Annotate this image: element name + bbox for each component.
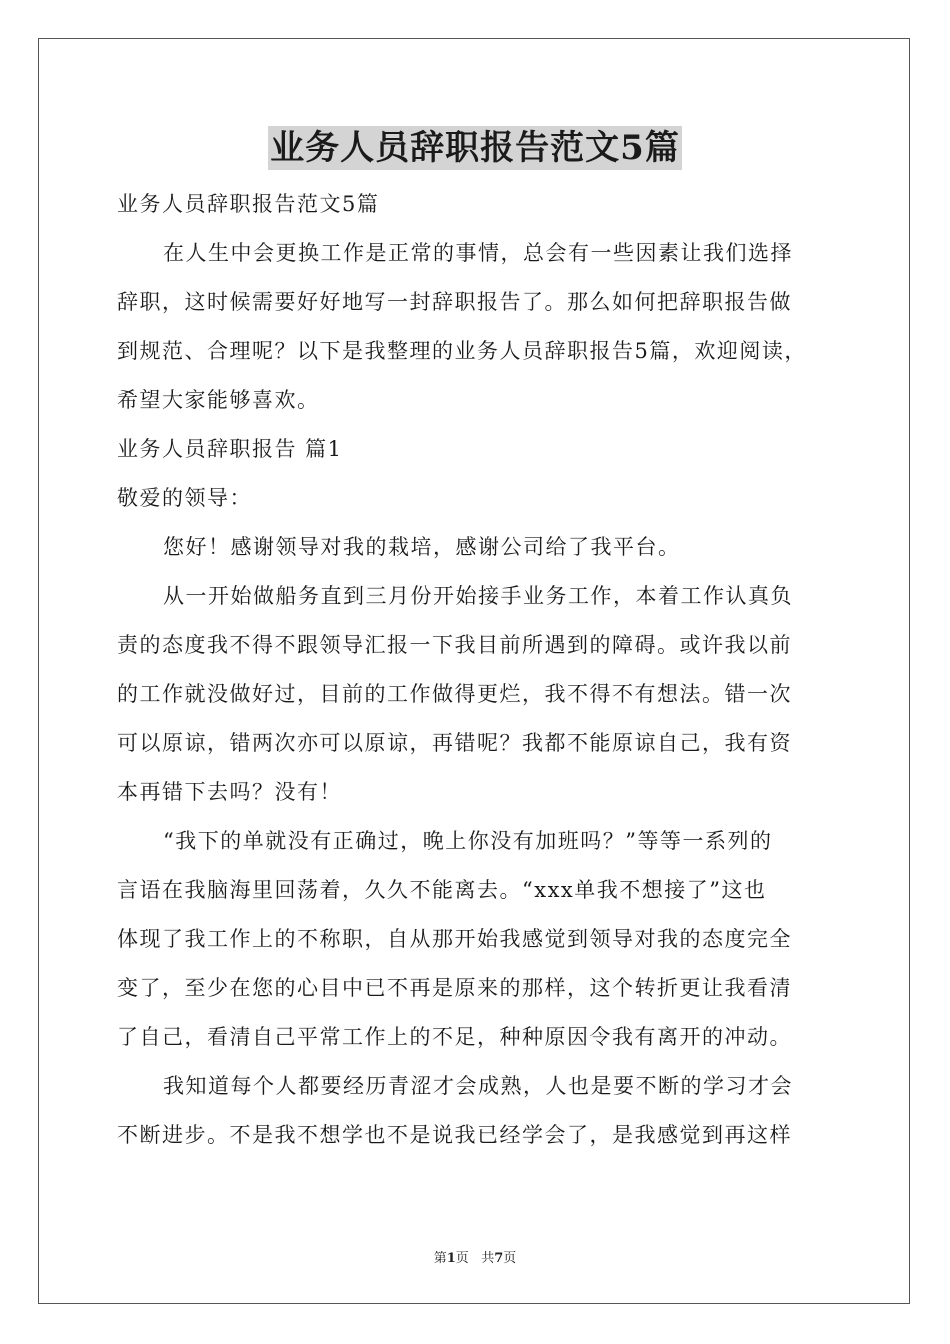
text-line: “我下的单就没有正确过，晚上你没有加班吗？”等等一系列的 [163,829,773,853]
page-footer [0,1247,950,1266]
text-line: 敬爱的领导： [117,486,252,510]
text-line: 我知道每个人都要经历青涩才会成熟，人也是要不断的学习才会 [163,1074,793,1098]
total-label-suffix: 页 [503,1251,517,1266]
text-line: 业务人员辞职报告 篇1 [117,437,343,461]
total-pages: 7 [494,1251,504,1266]
page-label-prefix: 第 [433,1251,447,1266]
text-line: 变了，至少在您的心目中已不再是原来的那样，这个转折更让我看清 [117,976,792,1000]
text-line: 在人生中会更换工作是正常的事情，总会有一些因素让我们选择 [163,241,793,265]
text-line: 业务人员辞职报告范文5篇 [117,192,380,216]
text-line: 希望大家能够喜欢。 [117,388,320,412]
text-line: 的工作就没做好过，目前的工作做得更烂，我不得不有想法。错一次 [117,682,792,706]
text-line: 可以原谅，错两次亦可以原谅，再错呢？我都不能原谅自己，我有资 [117,731,792,755]
text-line: 从一开始做船务直到三月份开始接手业务工作，本着工作认真负 [163,584,793,608]
text-line: 言语在我脑海里回荡着，久久不能离去。“xxx单我不想接了”这也 [117,878,767,902]
title-container [0,126,950,170]
total-label-prefix: 共 [481,1251,495,1266]
page-label-suffix: 页 [455,1251,469,1266]
text-line: 不断进步。不是我不想学也不是说我已经学会了，是我感觉到再这样 [117,1123,792,1147]
document-body [117,180,837,1160]
page-number: 1 [446,1251,456,1266]
text-line: 责的态度我不得不跟领导汇报一下我目前所遇到的障碍。或许我以前 [117,633,792,657]
document-title: 业务人员辞职报告范文5篇 [270,128,680,168]
text-line: 到规范、合理呢？以下是我整理的业务人员辞职报告5篇，欢迎阅读， [117,339,807,363]
text-line: 体现了我工作上的不称职，自从那开始我感觉到领导对我的态度完全 [117,927,792,951]
text-line: 了自己，看清自己平常工作上的不足，种种原因令我有离开的冲动。 [117,1025,792,1049]
text-line: 您好！感谢领导对我的栽培，感谢公司给了我平台。 [163,535,681,559]
text-line: 本再错下去吗？没有！ [117,780,342,804]
text-line: 辞职，这时候需要好好地写一封辞职报告了。那么如何把辞职报告做 [117,290,792,314]
